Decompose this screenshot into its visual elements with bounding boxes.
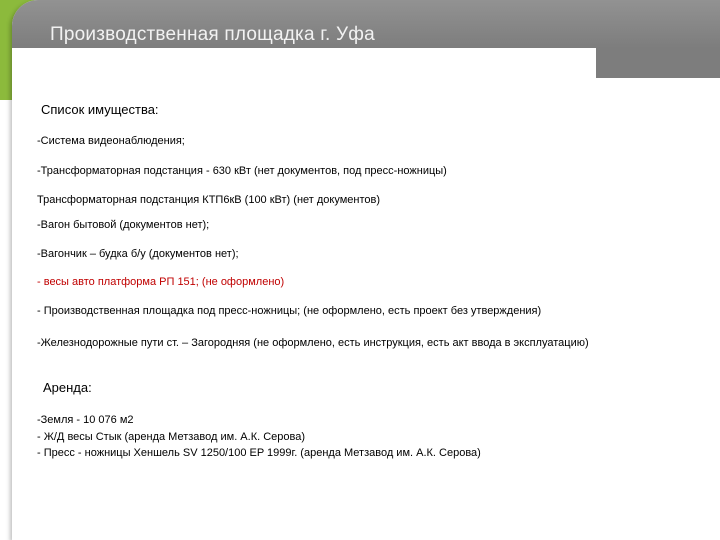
property-item: -Система видеонаблюдения;	[37, 135, 185, 147]
property-item-unregistered: - весы авто платформа РП 151; (не оформлено)	[37, 276, 285, 288]
rent-item: -Земля - 10 076 м2	[37, 414, 134, 426]
property-item: -Вагончик – будка б/у (документов нет);	[37, 248, 239, 260]
property-item: Трансформаторная подстанция КТП6кВ (100 кВт) (нет документов)	[37, 194, 381, 206]
rent-item: - Ж/Д весы Стык (аренда Метзавод им. А.К. Серова)	[37, 431, 306, 443]
property-list-heading: Список имущества:	[41, 102, 159, 117]
property-item: - Производственная площадка под пресс-ножницы; (не оформлено, есть проект без утверждения)	[37, 305, 542, 317]
rent-item: - Пресс - ножницы Хеншель SV 1250/100 EP 1999г. (аренда Метзавод им. А.К. Серова)	[37, 447, 481, 459]
rent-heading: Аренда:	[43, 380, 92, 395]
property-item: -Железнодорожные пути ст. – Загородняя (не оформлено, есть инструкция, есть акт ввода в эксплуатацию)	[37, 337, 589, 349]
property-item: -Вагон бытовой (документов нет);	[37, 219, 210, 231]
property-item: -Трансформаторная подстанция - 630 кВт (нет документов, под пресс-ножницы)	[37, 165, 447, 177]
page-title: Производственная площадка г. Уфа	[50, 24, 375, 45]
